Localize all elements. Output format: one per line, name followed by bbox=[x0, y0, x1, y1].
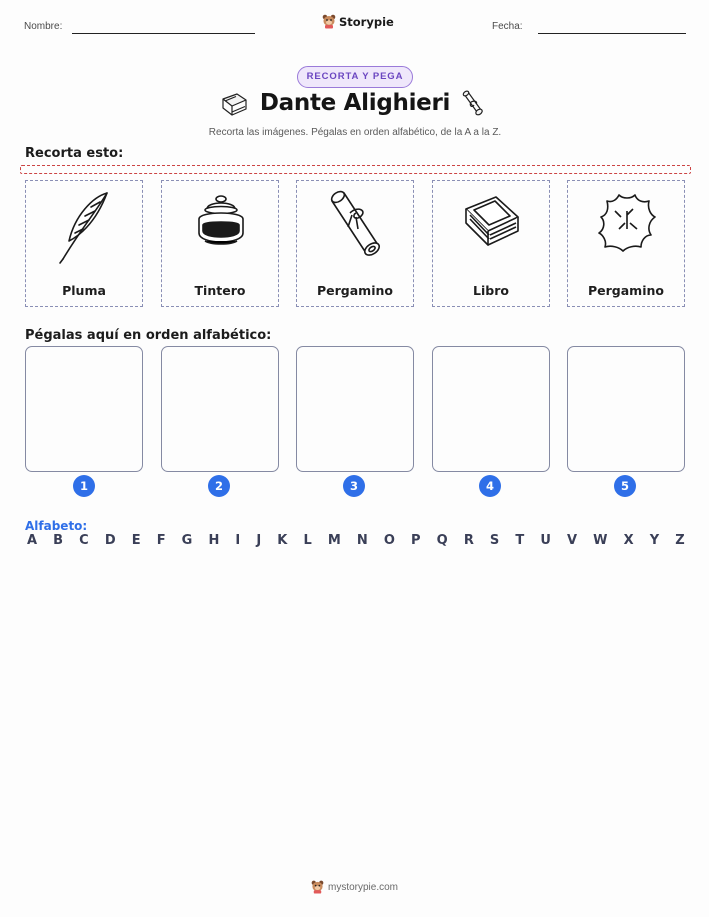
alphabet-title: Alfabeto: bbox=[25, 519, 88, 533]
alphabet-letter: I bbox=[235, 533, 241, 548]
alphabet-letter: V bbox=[567, 533, 578, 548]
alphabet-letter: N bbox=[356, 533, 368, 548]
cut-card-tintero[interactable] bbox=[161, 180, 279, 307]
date-field-line[interactable] bbox=[538, 33, 686, 34]
paste-heading: Pégalas aquí en orden alfabético: bbox=[25, 328, 272, 343]
paste-box-5[interactable] bbox=[567, 346, 685, 472]
alphabet-letter: Z bbox=[675, 533, 685, 548]
brand-logo bbox=[322, 14, 394, 29]
instructions: Recorta las imágenes. Pégalas en orden alfabético, de la A a la Z. bbox=[208, 127, 502, 138]
footer bbox=[0, 880, 709, 894]
cut-card-pergamino[interactable] bbox=[296, 180, 414, 307]
alphabet-row bbox=[27, 533, 685, 548]
storypie-mascot-icon bbox=[311, 880, 324, 894]
date-label: Fecha: bbox=[492, 21, 523, 32]
alphabet-letter: A bbox=[27, 533, 38, 548]
storypie-mascot-icon bbox=[322, 14, 336, 29]
name-label: Nombre: bbox=[24, 21, 63, 32]
footer-url[interactable]: mystorypie.com bbox=[327, 881, 398, 893]
alphabet-letter: M bbox=[327, 533, 341, 548]
inkwell-icon bbox=[191, 189, 251, 265]
alphabet-letter: E bbox=[131, 533, 141, 548]
alphabet-letter: L bbox=[303, 533, 312, 548]
alphabet-letter: G bbox=[181, 533, 193, 548]
cut-card-pergamino-hide[interactable] bbox=[567, 180, 685, 307]
cut-card-pluma[interactable] bbox=[25, 180, 143, 307]
alphabet-letter: Q bbox=[436, 533, 448, 548]
card-label: Pergamino bbox=[588, 283, 664, 298]
card-label: Pluma bbox=[62, 283, 106, 298]
slot-number-badge: 1 bbox=[73, 475, 95, 497]
alphabet-letter: W bbox=[593, 533, 608, 548]
alphabet-letter: X bbox=[623, 533, 634, 548]
card-label: Libro bbox=[473, 283, 509, 298]
paste-box-2[interactable] bbox=[161, 346, 279, 472]
alphabet-letter: Y bbox=[649, 533, 660, 548]
card-label: Tintero bbox=[194, 283, 246, 298]
cut-card-libro[interactable] bbox=[432, 180, 550, 307]
alphabet-letter: S bbox=[489, 533, 500, 548]
scroll-decoration-icon bbox=[459, 90, 487, 120]
card-label: Pergamino bbox=[317, 283, 393, 298]
alphabet-letter: K bbox=[277, 533, 288, 548]
alphabet-letter: R bbox=[463, 533, 474, 548]
slot-number-badge: 3 bbox=[343, 475, 365, 497]
paste-box-3[interactable] bbox=[296, 346, 414, 472]
quill-icon bbox=[55, 189, 115, 265]
cut-line bbox=[20, 165, 691, 174]
alphabet-letter: B bbox=[53, 533, 64, 548]
cut-heading: Recorta esto: bbox=[25, 146, 124, 161]
alphabet-letter: O bbox=[383, 533, 395, 548]
paste-box-4[interactable] bbox=[432, 346, 550, 472]
name-field-line[interactable] bbox=[72, 33, 255, 34]
page-title: Dante Alighieri bbox=[259, 90, 451, 116]
slot-number-badge: 5 bbox=[614, 475, 636, 497]
alphabet-letter: H bbox=[208, 533, 220, 548]
paste-box-1[interactable] bbox=[25, 346, 143, 472]
alphabet-letter: C bbox=[79, 533, 89, 548]
book-icon bbox=[462, 189, 522, 265]
slot-number-badge: 2 bbox=[208, 475, 230, 497]
alphabet-letter: F bbox=[156, 533, 166, 548]
alphabet-letter: U bbox=[540, 533, 551, 548]
brand-name: Storypie bbox=[339, 14, 394, 29]
alphabet-letter: P bbox=[411, 533, 421, 548]
alphabet-letter: T bbox=[515, 533, 525, 548]
alphabet-letter: J bbox=[256, 533, 262, 548]
alphabet-letter: D bbox=[104, 533, 116, 548]
scroll-icon bbox=[326, 189, 386, 265]
parchment-icon bbox=[597, 189, 657, 265]
slot-number-badge: 4 bbox=[479, 475, 501, 497]
activity-badge: RECORTA Y PEGA bbox=[297, 66, 413, 88]
